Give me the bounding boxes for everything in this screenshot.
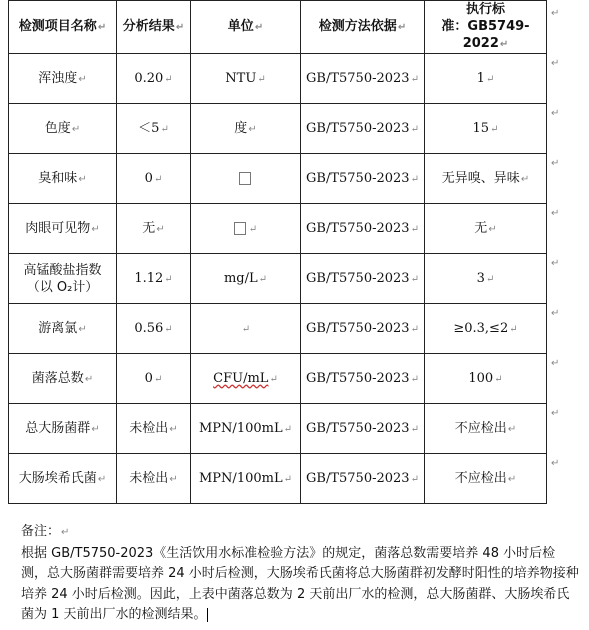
cell-standard: 无异嗅、异味↵ <box>425 154 547 204</box>
cell-item: 色度↵ <box>9 104 117 154</box>
cell-item: 臭和味↵ <box>9 154 117 204</box>
cell-method: GB/T5750-2023↵ <box>301 254 425 304</box>
table-row <box>9 104 547 154</box>
cell-unit: MPN/100mL↵ <box>191 404 301 454</box>
table-row <box>9 354 547 404</box>
table-row <box>9 404 547 454</box>
water-quality-table <box>8 0 547 504</box>
cell-method: GB/T5750-2023↵ <box>301 204 425 254</box>
cell-item: 游离氯↵ <box>9 304 117 354</box>
cell-item: 高锰酸盐指数 （以 O₂计） <box>9 254 117 304</box>
row-end-mark: ↵ <box>551 8 560 19</box>
row-end-mark: ↵ <box>551 58 560 69</box>
cell-standard: 无↵ <box>425 204 547 254</box>
empty-box-icon <box>239 172 251 185</box>
cell-standard: 1↵ <box>425 54 547 104</box>
text-cursor <box>207 608 208 622</box>
cell-result: 0↵ <box>117 354 191 404</box>
cell-result: 1.12↵ <box>117 254 191 304</box>
cell-item: 肉眼可见物↵ <box>9 204 117 254</box>
row-end-mark: ↵ <box>551 358 560 369</box>
cell-item: 大肠埃希氏菌↵ <box>9 454 117 504</box>
row-end-mark: ↵ <box>551 308 560 319</box>
table-row <box>9 154 547 204</box>
cell-standard: 100↵ <box>425 354 547 404</box>
notes-section <box>21 522 581 626</box>
cell-result: 未检出↵ <box>117 454 191 504</box>
row-end-mark: ↵ <box>551 158 560 169</box>
table-row <box>9 204 547 254</box>
table-row <box>9 54 547 104</box>
row-end-mark: ↵ <box>551 408 560 419</box>
cell-item: 总大肠菌群↵ <box>9 404 117 454</box>
cell-unit: MPN/100mL↵ <box>191 454 301 504</box>
row-end-mark: ↵ <box>551 208 560 219</box>
cell-result: 0.56↵ <box>117 304 191 354</box>
row-end-mark: ↵ <box>551 258 560 269</box>
cell-item: 菌落总数↵ <box>9 354 117 404</box>
cell-unit: ↵ <box>191 204 301 254</box>
cell-standard: 15↵ <box>425 104 547 154</box>
cell-method: GB/T5750-2023↵ <box>301 154 425 204</box>
cell-method: GB/T5750-2023↵ <box>301 454 425 504</box>
cell-unit: 度↵ <box>191 104 301 154</box>
cell-result: ＜5↵ <box>117 104 191 154</box>
header-result: 分析结果↵ <box>117 1 191 54</box>
empty-box-icon <box>234 222 246 235</box>
notes-title-line: 备注：↵ <box>21 524 70 539</box>
cell-item: 浑浊度↵ <box>9 54 117 104</box>
row-end-mark: ↵ <box>551 108 560 119</box>
cell-unit <box>191 154 301 204</box>
table-row <box>9 454 547 504</box>
cell-result: 无↵ <box>117 204 191 254</box>
cell-unit: CFU/mL↵ <box>191 354 301 404</box>
cell-result: 0↵ <box>117 154 191 204</box>
cell-standard: 不应检出↵ <box>425 404 547 454</box>
cell-result: 0.20↵ <box>117 54 191 104</box>
table-row <box>9 254 547 304</box>
cell-method: GB/T5750-2023↵ <box>301 104 425 154</box>
cell-result: 未检出↵ <box>117 404 191 454</box>
notes-body: 根据 GB/T5750-2023《生活饮用水标准检验方法》的规定，菌落总数需要培养 48 小时后检测，总大肠菌群需要培养 24 小时后检测，大肠埃希氏菌将总大肠菌群初发酵时阳性的培养物接种培养 24 小时后检测。因此，上表中菌落总数为 2 天前出厂水的检测，总大肠菌群、大肠埃希氏菌为 1 天前出厂水的检测结果。 <box>21 545 579 622</box>
table-header-row <box>9 1 547 54</box>
row-end-mark: ↵ <box>551 458 560 469</box>
header-item: 检测项目名称↵ <box>9 1 117 54</box>
cell-method: GB/T5750-2023↵ <box>301 304 425 354</box>
cell-unit: mg/L↵ <box>191 254 301 304</box>
cell-method: GB/T5750-2023↵ <box>301 354 425 404</box>
cell-method: GB/T5750-2023↵ <box>301 404 425 454</box>
header-unit: 单位↵ <box>191 1 301 54</box>
header-method: 检测方法依据↵ <box>301 1 425 54</box>
cell-standard: ≥0.3,≤2↵ <box>425 304 547 354</box>
cell-method: GB/T5750-2023↵ <box>301 54 425 104</box>
cell-unit: NTU↵ <box>191 54 301 104</box>
table-row <box>9 304 547 354</box>
cell-standard: 不应检出↵ <box>425 454 547 504</box>
header-standard: 执行标 准：GB5749-2022↵ <box>425 1 547 54</box>
cell-unit: ↵ <box>191 304 301 354</box>
cell-standard: 3↵ <box>425 254 547 304</box>
